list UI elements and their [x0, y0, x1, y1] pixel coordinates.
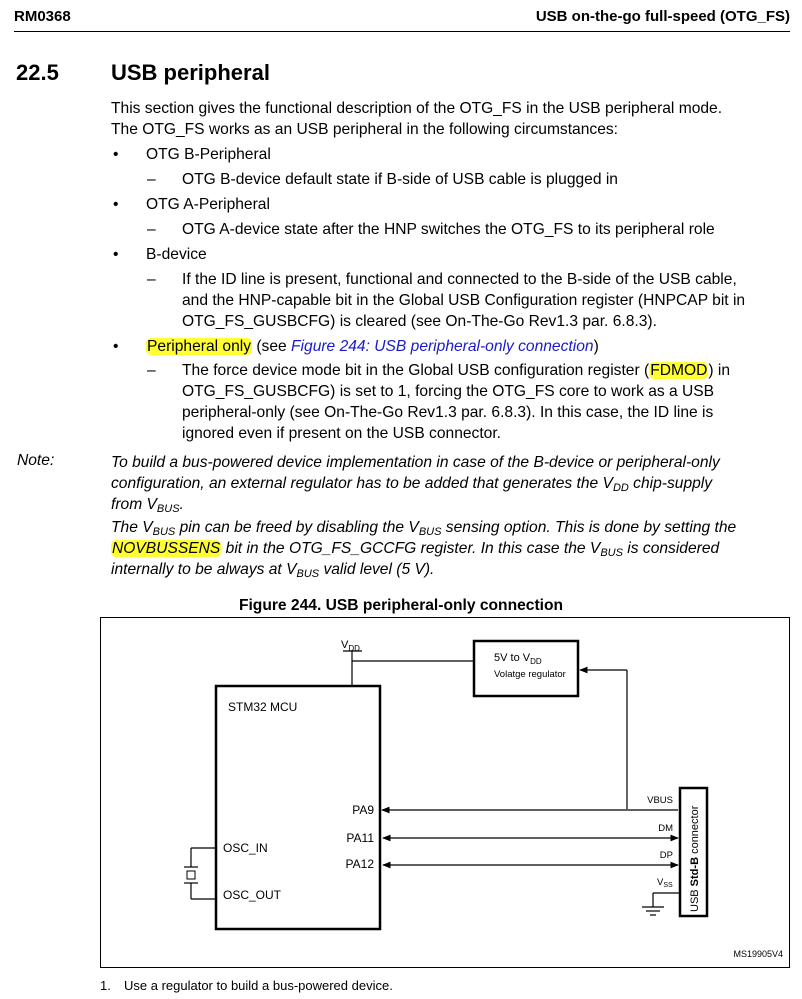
note-text: from V: [111, 496, 157, 513]
note-text: chip-supply: [628, 475, 713, 492]
sub-item: OTG B-device default state if B-side of USB cable is plugged in: [182, 171, 618, 188]
section-number: 22.5: [16, 60, 59, 85]
note-line: [111, 538, 736, 559]
dash-marker: –: [147, 221, 156, 238]
signal-vbus: VBUS: [647, 795, 673, 806]
page-header: [14, 6, 790, 32]
note-text: pin can be freed by disabling the V: [175, 519, 419, 536]
regulator-label-line2: Volatge regulator: [494, 669, 566, 680]
section-title: USB peripheral: [111, 60, 270, 85]
pin-osc-out: OSC_OUT: [223, 888, 282, 902]
vdd-label: $V_{DD}$: [341, 639, 360, 653]
note-line: To build a bus-powered device implementation in case of the B-device or peripheral-only: [111, 454, 720, 471]
signal-dp: DP: [659, 850, 673, 861]
sub-line: peripheral-only (see On-The-Go Rev1.3 par. 6.8.3). In this case, the ID line is: [182, 404, 714, 421]
note-text: configuration, an external regulator has to be added that generates the V: [111, 475, 613, 492]
figure-title: Figure 244. USB peripheral-only connection: [238, 597, 564, 614]
doc-id: RM0368: [14, 8, 71, 25]
bullet-marker: •: [113, 196, 119, 213]
note-line: [111, 517, 736, 538]
footnote: [100, 978, 393, 993]
usb-peripheral-diagram: [100, 617, 790, 968]
highlight-fdmod: FDMOD: [650, 362, 708, 379]
connector-label: USB Std-B connector: [689, 805, 701, 912]
note-text: sensing option. This is done by setting the: [441, 519, 737, 536]
signal-vss: $V_{SS}$: [657, 877, 673, 889]
note-line: [111, 473, 720, 494]
pin-pa11: PA11: [346, 831, 374, 845]
note-text: is considered: [622, 540, 720, 557]
note-line: [111, 559, 736, 580]
sub-line: If the ID line is present, functional and connected to the B-side of the USB cable,: [182, 271, 737, 288]
note-text: valid level (5 V).: [319, 561, 435, 578]
see-prefix: (see: [252, 338, 292, 355]
subscript: BUS: [296, 568, 320, 580]
pin-pa12: PA12: [345, 857, 374, 871]
highlight-peripheral-only: Peripheral only: [147, 338, 252, 355]
bullet-otg-a-peripheral: OTG A-Peripheral: [146, 196, 270, 213]
sub-line: ignored even if present on the USB connector.: [182, 425, 502, 442]
dash-marker: –: [147, 171, 156, 188]
note-paragraph-1: [111, 452, 720, 515]
note-text: bit in the OTG_FS_GCCFG register. In this case the V: [221, 540, 601, 557]
crystal-oscillator-icon: [184, 848, 216, 899]
chapter-title: USB on-the-go full-speed (OTG_FS): [535, 8, 790, 25]
bullet-marker: •: [113, 146, 119, 163]
highlight-novbussens: NOVBUSSENS: [112, 540, 221, 557]
see-suffix: ): [593, 338, 599, 355]
regulator-label-line1: 5V to $V_{DD}$: [494, 652, 542, 666]
mcu-label: STM32 MCU: [228, 700, 298, 714]
subscript: BUS: [418, 526, 442, 538]
intro-line: The OTG_FS works as an USB peripheral in the following circumstances:: [111, 121, 619, 138]
sub-line: and the HNP-capable bit in the Global USB Configuration register (HNPCAP bit in: [182, 292, 746, 309]
bullet-marker: •: [113, 246, 119, 263]
figure-ref-code: MS19905V4: [733, 949, 783, 959]
bullet-peripheral-only: [146, 336, 599, 357]
pin-pa9: PA9: [352, 803, 374, 817]
dash-marker: –: [147, 362, 156, 379]
sub-line-text: The force device mode bit in the Global USB configuration register (: [182, 362, 650, 379]
sub-line: OTG_FS_GUSBCFG) is set to 1, forcing the OTG_FS core to work as a USB: [182, 383, 715, 400]
signal-dm: DM: [658, 823, 673, 834]
dash-marker: –: [147, 271, 156, 288]
bullet-marker: •: [113, 338, 119, 355]
sub-line-text: ) in: [708, 362, 731, 379]
note-text: .: [179, 496, 184, 513]
footnote-number: 1.: [100, 978, 111, 993]
sub-item-paragraph: [182, 269, 745, 332]
note-paragraph-2: [111, 517, 736, 580]
note-line: [111, 494, 720, 515]
pin-osc-in: OSC_IN: [223, 841, 268, 855]
note-label: Note:: [17, 452, 55, 469]
subscript: DD: [612, 482, 629, 494]
figure-244-link[interactable]: Figure 244: USB peripheral-only connection: [291, 338, 594, 355]
sub-line: [182, 360, 730, 381]
intro-paragraph: [111, 98, 722, 140]
subscript: BUS: [156, 503, 180, 515]
bullet-otg-b-peripheral: OTG B-Peripheral: [146, 146, 271, 163]
footnote-text: Use a regulator to build a bus-powered device.: [124, 978, 393, 993]
sub-line: OTG_FS_GUSBCFG) is cleared (see On-The-Go Rev1.3 par. 6.8.3).: [182, 313, 657, 330]
sub-item: OTG A-device state after the HNP switches the OTG_FS to its peripheral role: [182, 221, 715, 238]
note-text: internally to be always at V: [111, 561, 297, 578]
ground-icon: [642, 907, 664, 915]
subscript: BUS: [600, 547, 623, 559]
intro-line: This section gives the functional description of the OTG_FS in the USB peripheral mode.: [111, 100, 723, 117]
sub-item-paragraph: [182, 360, 730, 444]
subscript: BUS: [152, 526, 176, 538]
bullet-b-device: B-device: [146, 246, 207, 263]
note-text: The V: [111, 519, 153, 536]
